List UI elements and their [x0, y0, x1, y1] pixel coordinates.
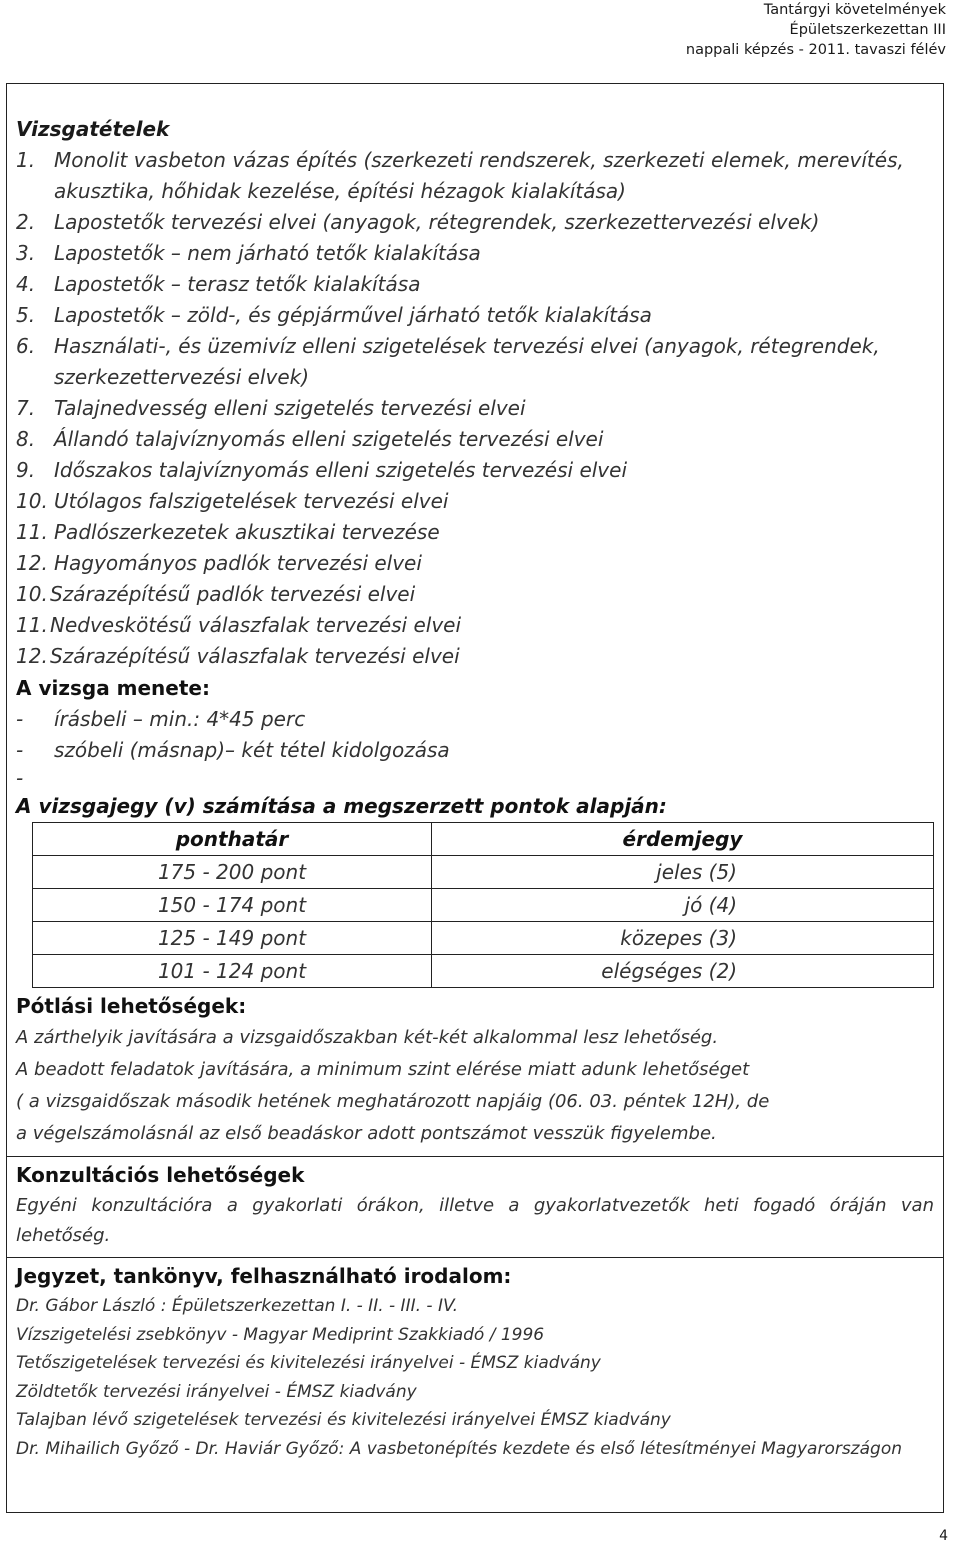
- table-cell: 150 - 174 pont: [33, 889, 432, 922]
- item-number: 9.: [16, 458, 36, 482]
- item-text: Lapostetők – zöld-, és gépjárművel járható tetők kialakítása: [54, 303, 652, 327]
- item-text: Időszakos talajvíznyomás elleni szigetelés tervezési elvei: [54, 458, 627, 482]
- header-line-2: Épületszerkezettan III: [789, 22, 946, 38]
- retake-line: A zárthelyik javítására a vizsgaidőszakban két-két alkalommal lesz lehetőség.: [16, 1027, 719, 1048]
- item-text: írásbeli – min.: 4*45 perc: [54, 707, 306, 731]
- table-row: [33, 889, 934, 922]
- literature-title: Jegyzet, tankönyv, felhasználható irodalom:: [16, 1264, 512, 1288]
- literature-item: Vízszigetelési zsebkönyv - Magyar Mediprint Szakkiadó / 1996: [16, 1324, 545, 1345]
- table-row: [33, 955, 934, 988]
- grading-title: A vizsgajegy (v) számítása a megszerzett pontok alapján:: [16, 794, 667, 818]
- table-cell: közepes (3): [432, 922, 934, 955]
- list-item: [16, 610, 934, 641]
- exam-process-title: A vizsga menete:: [16, 676, 210, 700]
- item-number: 2.: [16, 210, 36, 234]
- literature-item: Talajban lévő szigetelések tervezési és kivitelezési irányelvei ÉMSZ kiadvány: [16, 1410, 671, 1430]
- item-text: Használati-, és üzemivíz elleni szigetelések tervezési elvei (anyagok, rétegrendek, szerkezettervezési elvek): [54, 334, 880, 389]
- table-cell: 125 - 149 pont: [33, 922, 432, 955]
- dash-marker: -: [16, 766, 24, 790]
- retake-line: A beadott feladatok javítására, a minimum szint elérése miatt adunk lehetőséget: [16, 1059, 750, 1080]
- list-item: [16, 641, 934, 672]
- page-header: [686, 0, 946, 60]
- item-number: 12.: [16, 644, 48, 668]
- list-item: [16, 145, 934, 207]
- item-number: 10.: [16, 489, 48, 513]
- item-text: Talajnedvesség elleni szigetelés tervezési elvei: [54, 396, 526, 420]
- table-cell: elégséges (2): [432, 955, 934, 988]
- item-text: Nedveskötésű válaszfalak tervezési elvei: [50, 613, 462, 637]
- list-item: [16, 269, 934, 300]
- exam-topics-title: Vizsgatételek: [16, 117, 170, 141]
- consultation-title: Konzultációs lehetőségek: [16, 1163, 305, 1187]
- column-header: érdemjegy: [432, 823, 934, 856]
- list-item: [16, 548, 934, 579]
- consultation-text: Egyéni konzultációra a gyakorlati órákon, illetve a gyakorlatvezetők heti fogadó óráján van lehetőség.: [16, 1195, 934, 1246]
- item-number: 8.: [16, 427, 36, 451]
- item-number: 3.: [16, 241, 36, 265]
- list-item: [16, 238, 934, 269]
- header-line-3: nappali képzés - 2011. tavaszi félév: [685, 42, 946, 58]
- item-number: 6.: [16, 334, 36, 358]
- item-number: 11.: [16, 520, 48, 544]
- list-item: [16, 486, 934, 517]
- item-text: szóbeli (másnap)– két tétel kidolgozása: [54, 738, 450, 762]
- item-text: Szárazépítésű válaszfalak tervezési elvei: [50, 644, 460, 668]
- item-number: 11.: [16, 613, 48, 637]
- list-item: [16, 766, 934, 790]
- list-item: [16, 455, 934, 486]
- list-item: [16, 331, 934, 393]
- document-body: [16, 113, 934, 1463]
- list-item: [16, 207, 934, 238]
- item-number: 5.: [16, 303, 36, 327]
- table-cell: 175 - 200 pont: [33, 856, 432, 889]
- item-text: Szárazépítésű padlók tervezési elvei: [50, 582, 416, 606]
- table-cell: jó (4): [432, 889, 934, 922]
- retake-title: Pótlási lehetőségek:: [16, 994, 247, 1018]
- item-text: Hagyományos padlók tervezési elvei: [54, 551, 422, 575]
- dash-marker: -: [16, 707, 24, 731]
- retake-line: a végelszámolásnál az első beadáskor adott pontszámot vesszük figyelembe.: [16, 1123, 717, 1144]
- list-item: [16, 704, 934, 735]
- literature-item: Dr. Gábor László : Épületszerkezettan I. - II. - III. - IV.: [16, 1296, 459, 1316]
- divider: [6, 1156, 944, 1157]
- list-item: [16, 300, 934, 331]
- item-number: 4.: [16, 272, 36, 296]
- table-cell: jeles (5): [432, 856, 934, 889]
- literature-item: Dr. Mihailich Győző - Dr. Haviár Győző: A vasbetonépítés kezdete és első létesítményei Magyarországon: [16, 1438, 902, 1459]
- table-row: [33, 922, 934, 955]
- list-item: [16, 579, 934, 610]
- item-text: Lapostetők – nem járható tetők kialakítása: [54, 241, 481, 265]
- item-text: Padlószerkezetek akusztikai tervezése: [54, 520, 440, 544]
- item-number: 1.: [16, 148, 36, 172]
- table-header-row: [33, 823, 934, 856]
- dash-marker: -: [16, 738, 24, 762]
- list-item: [16, 424, 934, 455]
- literature-item: Zöldtetők tervezési irányelvei - ÉMSZ kiadvány: [16, 1381, 417, 1402]
- item-text: Állandó talajvíznyomás elleni szigetelés tervezési elvei: [54, 427, 604, 451]
- divider: [6, 1257, 944, 1258]
- page-number: 4: [939, 1528, 948, 1544]
- list-item: [16, 735, 934, 766]
- item-text: Utólagos falszigetelések tervezési elvei: [54, 489, 449, 513]
- item-text: Lapostetők tervezési elvei (anyagok, rétegrendek, szerkezettervezési elvek): [54, 210, 820, 234]
- item-number: 10.: [16, 582, 48, 606]
- table-row: [33, 856, 934, 889]
- item-text: Lapostetők – terasz tetők kialakítása: [54, 272, 421, 296]
- exam-topics-list: [16, 145, 934, 672]
- item-text: Monolit vasbeton vázas építés (szerkezeti rendszerek, szerkezeti elemek, merevítés, akusztika, hőhidak kezelése, építési hézagok kialakítása): [54, 148, 904, 203]
- list-item: [16, 517, 934, 548]
- grading-table: [32, 822, 934, 988]
- item-number: 12.: [16, 551, 48, 575]
- retake-line: ( a vizsgaidőszak második hetének meghatározott napjáig (06. 03. péntek 12H), de: [16, 1091, 770, 1112]
- item-number: 7.: [16, 396, 36, 420]
- table-cell: 101 - 124 pont: [33, 955, 432, 988]
- column-header: ponthatár: [33, 823, 432, 856]
- list-item: [16, 393, 934, 424]
- header-line-1: Tantárgyi követelmények: [763, 2, 946, 18]
- literature-item: Tetőszigetelések tervezési és kivitelezési irányelvei - ÉMSZ kiadvány: [16, 1353, 601, 1373]
